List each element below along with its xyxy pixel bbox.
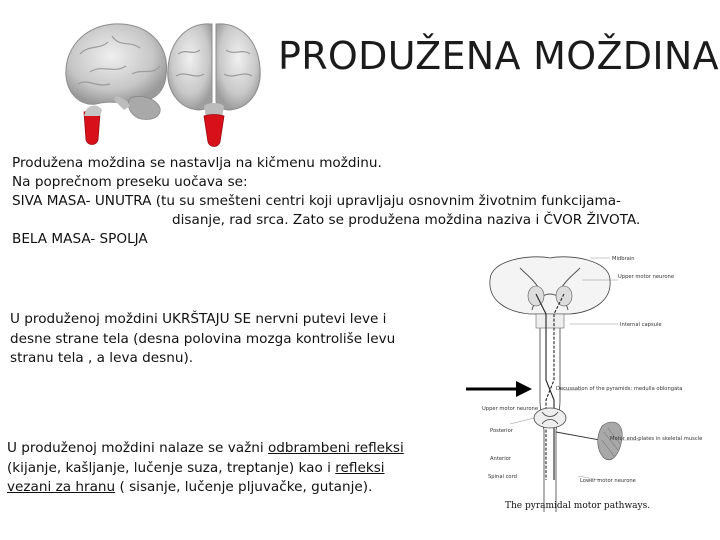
diagram-caption: The pyramidal motor pathways. xyxy=(505,501,651,511)
brain-frontal-image xyxy=(160,14,268,146)
pyramidal-pathway-diagram xyxy=(470,250,703,520)
crossing-paragraph xyxy=(10,310,395,369)
crossing-line: stranu tela , a leva desnu). xyxy=(10,350,194,366)
label-anterior: Anterior xyxy=(490,456,511,462)
page-title: PRODUŽENA MOŽDINA xyxy=(278,34,719,78)
intro-line: disanje, rad srca. Zato se produžena moždina naziva i ČVOR ŽIVOTA. xyxy=(172,212,641,228)
label-midbrain: Midbrain xyxy=(612,256,635,262)
reflex-text: (kijanje, kašljanje, lučenje suza, treptanje) kao i xyxy=(7,459,336,476)
intro-paragraph xyxy=(12,154,640,249)
reflexes-link[interactable]: refleksi xyxy=(335,459,385,476)
crossing-line: desne strane tela (desna polovina mozga kontroliše levu xyxy=(10,330,396,347)
label-upper-motor-neurone-2: Upper motor neurone xyxy=(482,406,539,412)
reflex-text: ( sisanje, lučenje pljuvačke, gutanje). xyxy=(115,479,373,495)
label-spinal-cord: Spinal cord xyxy=(488,474,517,480)
medulla-red-front xyxy=(204,115,224,147)
label-decussation: Decussation of the pyramids: medulla oblongata xyxy=(556,386,683,392)
reflex-text: U produženoj moždini nalaze se važni xyxy=(7,440,268,456)
crossing-line: U produženoj moždini UKRŠTAJU SE nervni putevi leve i xyxy=(10,311,387,327)
label-internal-capsule: Internal capsule xyxy=(620,322,662,328)
intro-line: BELA MASA- SPOLJA xyxy=(12,231,148,247)
label-lower-motor-neurone: Lower motor neurone xyxy=(580,478,636,484)
food-reflexes-link[interactable]: vezani za hranu xyxy=(7,479,116,495)
label-posterior: Posterior xyxy=(490,428,513,434)
label-motor-end-plates: Motor end-plates in skeletal muscle xyxy=(610,436,703,442)
intro-line: SIVA MASA- UNUTRA (tu su smešteni centri koji upravljaju osnovnim životnim funkcijama- xyxy=(12,193,621,209)
label-upper-motor-neurone: Upper motor neurone xyxy=(618,274,675,280)
brain-lateral-image xyxy=(60,14,172,146)
intro-line: Produžena moždina se nastavlja na kičmenu moždinu. xyxy=(12,155,382,171)
reflex-paragraph xyxy=(7,439,404,498)
intro-line: Na poprečnom preseku uočava se: xyxy=(12,174,248,190)
defensive-reflexes-link[interactable]: odbrambeni refleksi xyxy=(267,440,404,456)
